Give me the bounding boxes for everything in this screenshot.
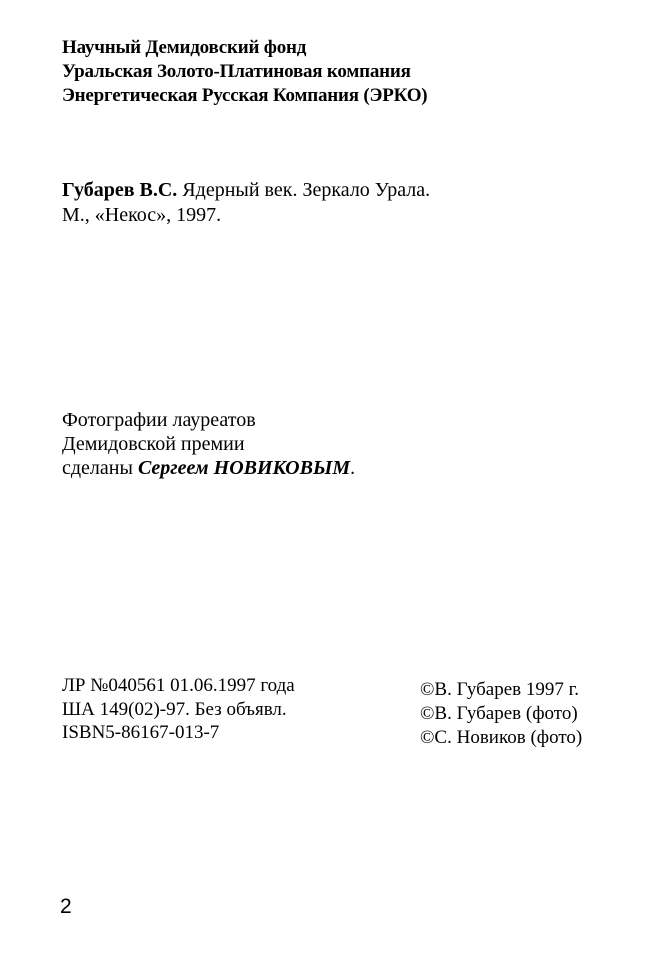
copyright-line: ©С. Новиков (фото) bbox=[420, 727, 583, 748]
citation-title: Ядерный век. Зеркало Урала. bbox=[177, 179, 431, 201]
license-number: ЛР №040561 01.06.1997 года bbox=[62, 675, 295, 696]
sponsor-line: Энергетическая Русская Компания (ЭРКО) bbox=[62, 85, 428, 106]
sponsor-line: Научный Демидовский фонд bbox=[62, 37, 307, 58]
copyright-line: ©В. Губарев (фото) bbox=[420, 703, 578, 724]
copyright-block bbox=[420, 678, 582, 750]
print-code: ША 149(02)-97. Без объявл. bbox=[62, 698, 287, 720]
photo-credit-line: Фотографии лауреатов bbox=[62, 409, 256, 431]
citation-author: Губарев В.С. bbox=[62, 179, 178, 201]
isbn: ISBN5-86167-013-7 bbox=[62, 722, 220, 743]
photo-credit-line bbox=[62, 456, 355, 480]
publication-info-block bbox=[62, 674, 295, 745]
photo-credit-line: Демидовской премии bbox=[62, 433, 245, 455]
copyright-line: ©В. Губарев 1997 г. bbox=[420, 679, 580, 700]
photo-credit-suffix: . bbox=[350, 457, 356, 479]
photo-credit-block bbox=[62, 408, 355, 480]
citation-title-line bbox=[62, 178, 430, 203]
photographer-name: Сергеем НОВИКОВЫМ bbox=[137, 457, 351, 479]
photo-credit-prefix: сделаны bbox=[62, 457, 138, 479]
bibliographic-citation bbox=[62, 178, 430, 228]
page-number: 2 bbox=[60, 895, 72, 918]
sponsor-line: Уральская Золото-Платиновая компания bbox=[62, 61, 411, 82]
citation-publisher: М., «Некос», 1997. bbox=[62, 204, 222, 226]
sponsors-block bbox=[62, 36, 427, 108]
